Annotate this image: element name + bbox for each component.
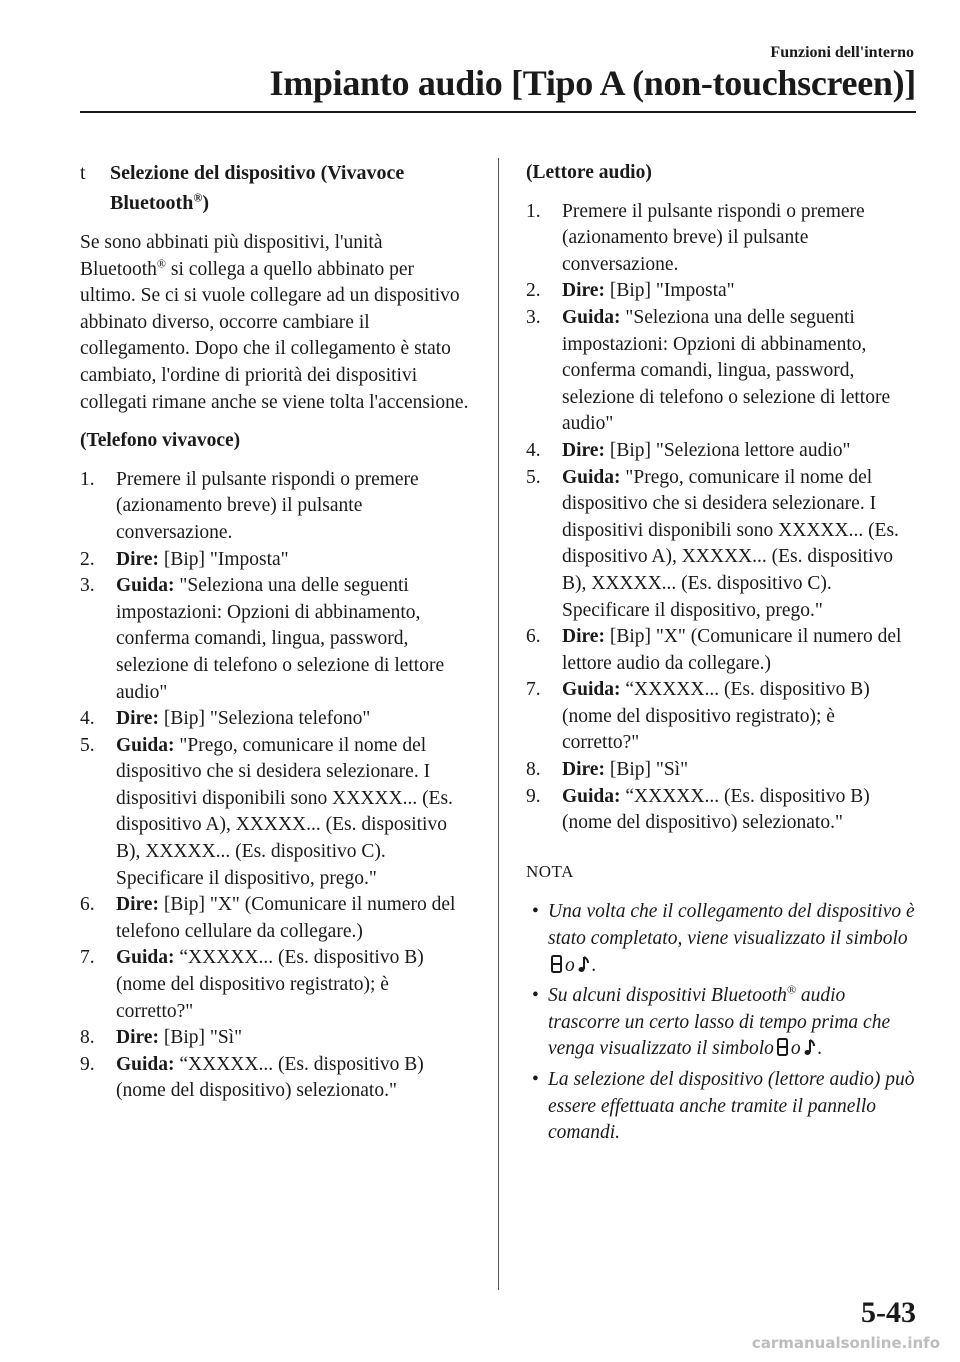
- step-number: 6.: [526, 626, 541, 648]
- phone-subheading: (Telefono vivavoce): [80, 430, 241, 452]
- right-column: [526, 158, 916, 1151]
- audio-step-4: [526, 438, 916, 465]
- audio-step-6: [526, 624, 916, 677]
- step-number: 8.: [526, 759, 541, 781]
- bullet: •: [532, 1069, 539, 1090]
- section-heading-text: Selezione del dispositivo (Vivavoce Bluetooth: [110, 162, 405, 214]
- audio-step-5: [526, 465, 916, 625]
- nota-list: [526, 899, 916, 1146]
- step-number: 6.: [80, 894, 95, 916]
- phone-step-4: [80, 706, 470, 733]
- step-label: Guida:: [116, 1053, 175, 1075]
- phone-step-7: [80, 945, 470, 1025]
- step-number: 4.: [80, 708, 95, 730]
- step-text: [Bip] "Sì": [604, 759, 689, 781]
- step-number: 8.: [80, 1027, 95, 1049]
- step-text: Premere il pulsante rispondi o premere (azionamento breve) il pulsante conversazione.: [116, 468, 419, 543]
- phone-icon: [777, 1038, 788, 1056]
- step-number: 1.: [526, 200, 541, 222]
- step-label: Dire:: [116, 1027, 159, 1049]
- nota-text: o: [790, 1038, 801, 1060]
- step-label: Dire:: [116, 708, 159, 730]
- nota-text: .: [591, 954, 597, 976]
- step-text: [Bip] "Seleziona lettore audio": [604, 439, 851, 461]
- phone-steps: [80, 467, 470, 1105]
- registered-mark: ®: [193, 190, 203, 205]
- phone-step-6: [80, 892, 470, 945]
- step-text: "Prego, comunicare il nome del dispositivo che si desidera selezionare. I dispositivi disponibili sono XXXXX... (Es. dispositivo A), XXXXX... (Es. dispositivo B), XXXXX... (Es. dispositivo C). Specificare il dispositivo, prego.": [116, 734, 453, 889]
- audio-step-7: [526, 677, 916, 757]
- music-note-icon: [804, 1038, 815, 1056]
- phone-step-3: [80, 573, 470, 706]
- phone-step-1: [80, 467, 470, 547]
- nota-text: Una volta che il collegamento del dispositivo è stato completato, viene visualizzato il simbolo: [548, 901, 915, 950]
- step-text: “XXXXX... (Es. dispositivo B) (nome del dispositivo) selezionato.": [562, 785, 870, 834]
- page-number: 5-43: [861, 1296, 916, 1329]
- step-label: Guida:: [562, 679, 621, 701]
- nota-item-2: [526, 983, 916, 1063]
- audio-step-9: [526, 784, 916, 837]
- nota-text: .: [817, 1038, 823, 1060]
- step-number: 9.: [80, 1053, 95, 1075]
- audio-step-1: [526, 199, 916, 279]
- step-label: Guida:: [116, 947, 175, 969]
- phone-step-2: [80, 547, 470, 574]
- step-label: Dire:: [562, 626, 605, 648]
- nota-text: Su alcuni dispositivi Bluetooth: [548, 985, 787, 1007]
- step-text: “XXXXX... (Es. dispositivo B) (nome del dispositivo registrato); è corretto?": [562, 679, 870, 754]
- step-number: 7.: [526, 679, 541, 701]
- nota-text: La selezione del dispositivo (lettore audio) può essere effettuata anche tramite il pannello comandi.: [548, 1069, 915, 1144]
- phone-step-9: [80, 1052, 470, 1105]
- step-label: Dire:: [562, 759, 605, 781]
- header-rule: [80, 111, 916, 113]
- header-section-name: Funzioni dell'interno: [770, 44, 914, 61]
- step-text: [Bip] "X" (Comunicare il numero del telefono cellulare da collegare.): [116, 894, 456, 942]
- intro-paragraph: [80, 230, 470, 416]
- section-marker: t: [80, 162, 86, 184]
- step-text: "Seleziona una delle seguenti impostazioni: Opzioni di abbinamento, conferma comandi, lingua, password, selezione di telefono o selezione di lettore audio": [562, 306, 891, 435]
- audio-step-2: [526, 278, 916, 305]
- step-label: Dire:: [116, 548, 159, 570]
- step-label: Guida:: [116, 575, 175, 597]
- step-label: Dire:: [116, 894, 159, 916]
- audio-step-3: [526, 305, 916, 438]
- step-text: [Bip] "Seleziona telefono": [158, 708, 371, 730]
- music-note-icon: [578, 955, 589, 973]
- nota-title: NOTA: [526, 861, 574, 881]
- step-number: 7.: [80, 947, 95, 969]
- audio-steps: [526, 199, 916, 837]
- step-label: Guida:: [562, 466, 621, 488]
- step-number: 5.: [80, 734, 95, 756]
- step-text: “XXXXX... (Es. dispositivo B) (nome del dispositivo registrato); è corretto?": [116, 947, 424, 1022]
- nota-item-1: [526, 899, 916, 979]
- step-number: 5.: [526, 466, 541, 488]
- bullet: •: [532, 901, 539, 923]
- intro-text: Se sono abbinati più dispositivi, l'unità Bluetooth: [80, 232, 383, 280]
- section-heading: [80, 158, 470, 218]
- section-heading-close: ): [202, 192, 209, 214]
- step-number: 4.: [526, 439, 541, 461]
- registered-mark: ®: [156, 256, 167, 271]
- phone-step-5: [80, 733, 470, 893]
- nota-text: o: [565, 954, 575, 976]
- phone-icon: [551, 955, 562, 973]
- step-label: Guida:: [116, 734, 175, 756]
- nota-text: audio trascorre un certo lasso di tempo prima che venga visualizzato il simbolo: [548, 985, 891, 1060]
- step-text: Premere il pulsante rispondi o premere (azionamento breve) il pulsante conversazione.: [562, 200, 865, 275]
- step-text: [Bip] "Imposta": [158, 548, 289, 570]
- left-column: [80, 158, 470, 1117]
- audio-subheading: (Lettore audio): [526, 162, 652, 183]
- step-text: [Bip] "Sì": [158, 1027, 243, 1049]
- step-text: “XXXXX... (Es. dispositivo B) (nome del dispositivo) selezionato.": [116, 1053, 424, 1102]
- page-title: Impianto audio [Tipo A (non-touchscreen)]: [269, 63, 916, 103]
- bullet: •: [532, 985, 539, 1007]
- nota-item-3: [526, 1067, 916, 1147]
- watermark: carmanualsonline.info: [751, 1334, 940, 1352]
- step-label: Dire:: [562, 280, 605, 302]
- step-number: 9.: [526, 785, 541, 807]
- audio-step-8: [526, 757, 916, 784]
- column-divider: [498, 158, 499, 1290]
- step-text: "Prego, comunicare il nome del dispositivo che si desidera selezionare. I dispositivi disponibili sono XXXXX... (Es. dispositivo A), XXXXX... (Es. dispositivo B), XXXXX... (Es. dispositivo C). Specificare il dispositivo, prego.": [562, 466, 899, 621]
- step-number: 3.: [80, 575, 95, 597]
- step-text: [Bip] "X" (Comunicare il numero del lettore audio da collegare.): [562, 626, 902, 674]
- step-label: Guida:: [562, 785, 621, 807]
- step-text: [Bip] "Imposta": [604, 280, 735, 302]
- step-label: Dire:: [562, 439, 605, 461]
- intro-text-rest: si collega a quello abbinato per ultimo. Se ci si vuole collegare ad un dispositivo abbinato diverso, occorre cambiare il collegamento. Dopo che il collegamento è stato cambiato, l'ordine di priorità dei dispositivi collegati rimane anche se viene tolta l'accensione.: [80, 258, 469, 413]
- step-number: 2.: [80, 548, 95, 570]
- phone-step-8: [80, 1025, 470, 1052]
- step-number: 2.: [526, 280, 541, 302]
- step-text: "Seleziona una delle seguenti impostazioni: Opzioni di abbinamento, conferma comandi, lingua, password, selezione di telefono o selezione di lettore audio": [116, 575, 445, 703]
- step-label: Guida:: [562, 306, 621, 328]
- step-number: 3.: [526, 306, 541, 328]
- step-number: 1.: [80, 468, 95, 490]
- registered-mark: ®: [786, 982, 796, 997]
